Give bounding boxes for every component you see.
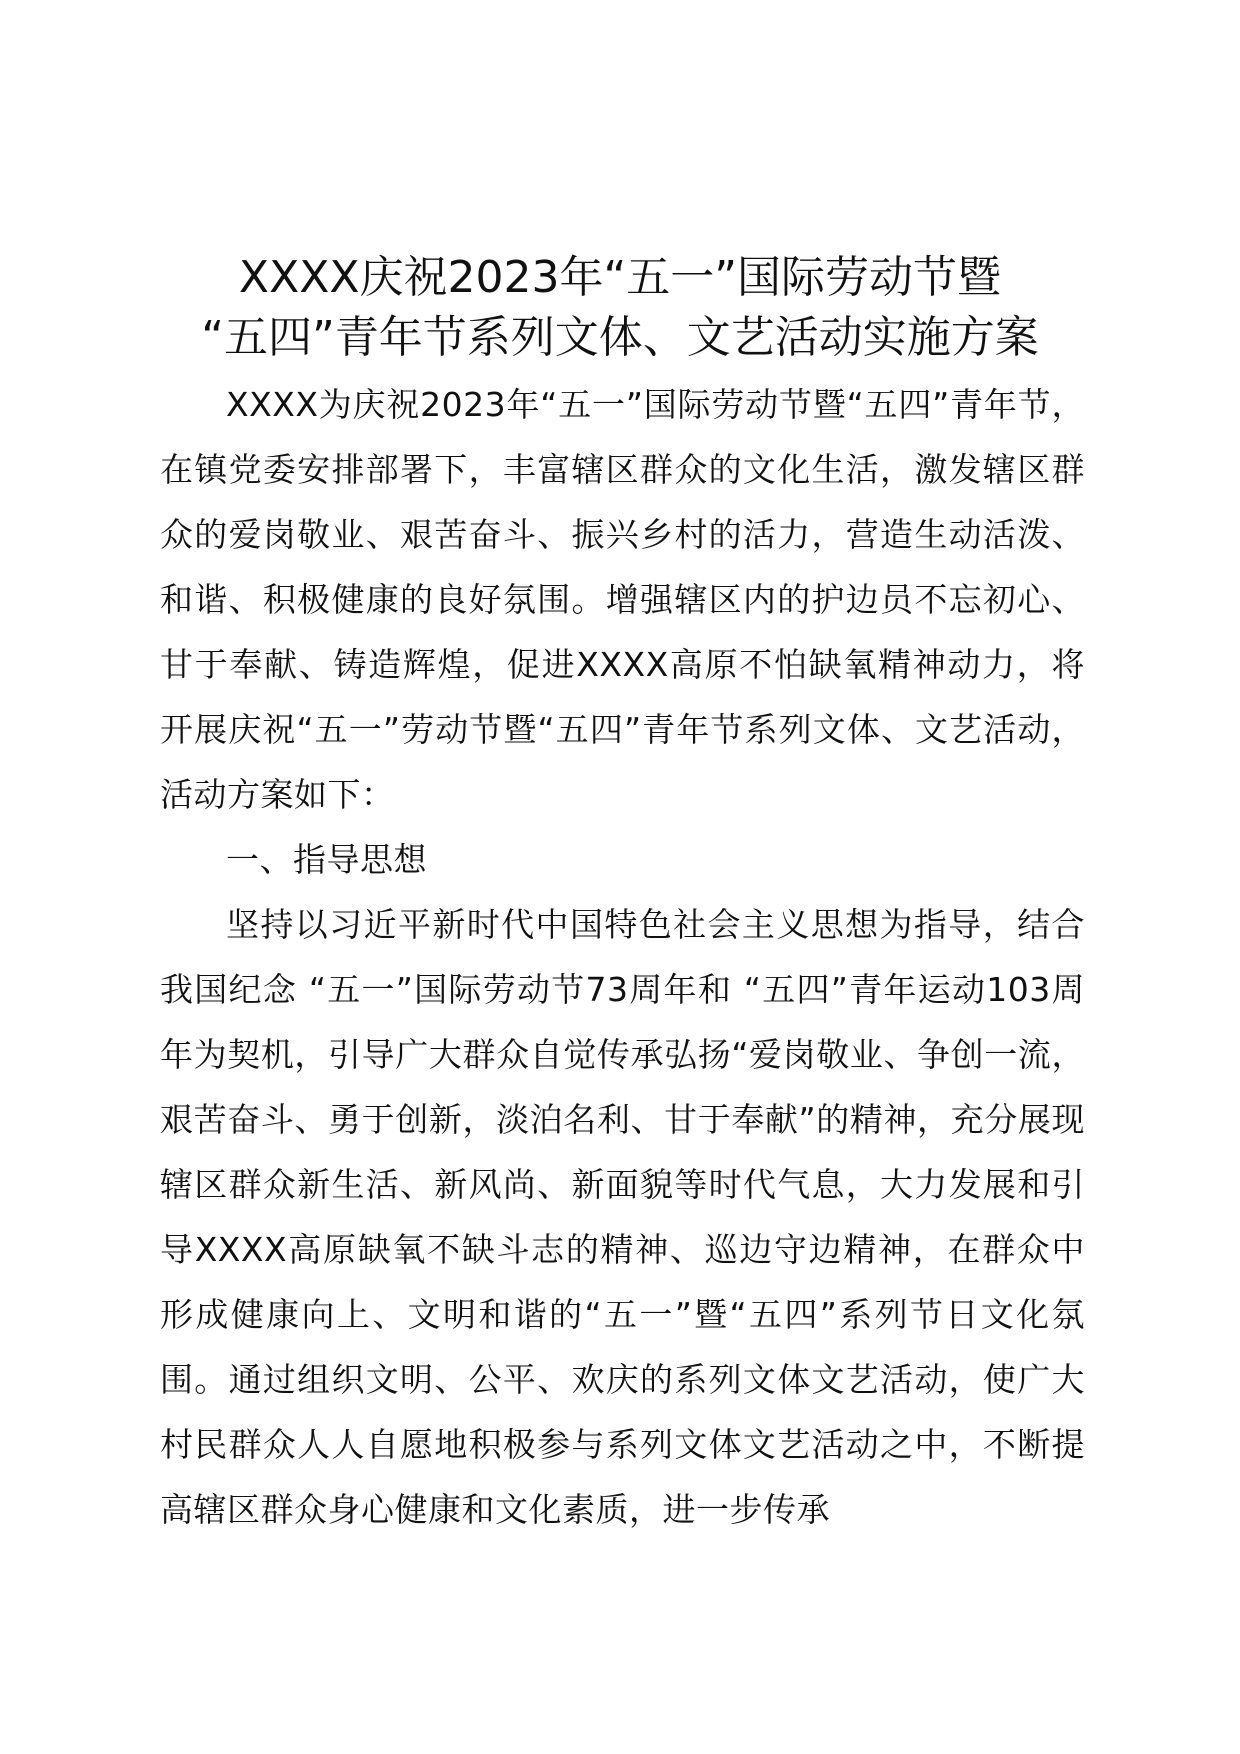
intro-paragraph: XXXX为庆祝2023年“五一”国际劳动节暨“五四”青年节，在镇党委安排部署下，丰富辖区群众的文化生活，激发辖区群众的爱岗敬业、艰苦奋斗、振兴乡村的活力，营造生动活泼、和谐、积极健康的良好氛围。增强辖区内的护边员不忘初心、甘于奉献、铸造辉煌，促进XXXX高原不怕缺氧精神动力，将开展庆祝“五一”劳动节暨“五四”青年节系列文体、文艺活动，活动方案如下： — [160, 385, 1085, 814]
section-heading-guiding-ideology: 一、指导思想 — [226, 840, 427, 879]
document-title — [150, 248, 1090, 368]
title-line-1: XXXX庆祝2023年“五一”国际劳动节暨 — [238, 252, 1002, 303]
section-paragraph-guiding-ideology: 坚持以习近平新时代中国特色社会主义思想为指导，结合我国纪念 “五一”国际劳动节73周年和 “五四”青年运动103周年为契机，引导广大群众自觉传承弘扬“爱岗敬业、争创一流，艰苦奋斗、勇于创新，淡泊名利、甘于奉献”的精神，充分展现辖区群众新生活、新风尚、新面貌等时代气息，大力发展和引导XXXX高原缺氧不缺斗志的精神、巡边守边精神，在群众中形成健康向上、文明和谐的“五一”暨“五四”系列节日文化氛围。通过组织文明、公平、欢庆的系列文体文艺活动，使广大村民群众人人自愿地积极参与系列文体文艺活动之中，不断提高辖区群众身心健康和文化素质，进一步传承 — [160, 905, 1085, 1529]
document-body — [160, 372, 1085, 1542]
title-line-2: “五四”青年节系列文体、文艺活动实施方案 — [201, 312, 1039, 363]
